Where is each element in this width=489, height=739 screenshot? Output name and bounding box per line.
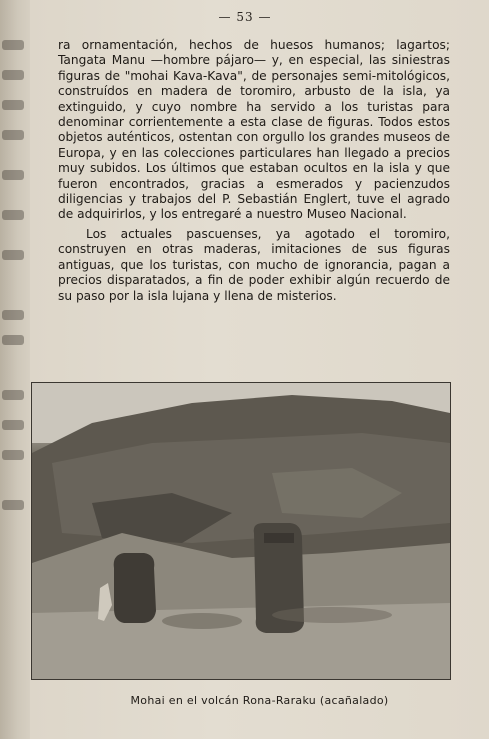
facing-page-text-fragment [2, 250, 24, 260]
ground-shadow [272, 607, 392, 623]
facing-page-text-fragment [2, 40, 24, 50]
photo-caption: Mohai en el volcán Rona-Raraku (acañalado) [130, 694, 389, 707]
page-number: — 53 — [218, 10, 272, 24]
facing-page-text-fragment [2, 70, 24, 80]
moai-brow [264, 533, 294, 543]
facing-page-text-fragment [2, 100, 24, 110]
ground-shadow [162, 613, 242, 629]
paragraph-2: Los actuales pascuenses, ya agotado el toromiro, construyen en otras maderas, imitaciones de sus figuras antiguas, que los turistas, con mucho de ignorancia, pagan a precios disparatados, a fin de poder exhibir algún recuerdo de su paso por la isla lujana y llena de misterios. [58, 226, 450, 303]
facing-page-text-fragment [2, 500, 24, 510]
photo-illustration [32, 383, 450, 679]
facing-page-text-fragment [2, 390, 24, 400]
facing-page-text-fragment [2, 450, 24, 460]
facing-page-text-fragment [2, 310, 24, 320]
moai-statue-left [114, 553, 156, 623]
body-text [58, 38, 450, 304]
book-page [30, 0, 489, 739]
facing-page-text-fragment [2, 335, 24, 345]
photo-moai-volcano [31, 382, 451, 680]
facing-page-text-fragment [2, 210, 24, 220]
facing-page-text-fragment [2, 170, 24, 180]
facing-page-text-fragment [2, 420, 24, 430]
facing-page-text-fragment [2, 130, 24, 140]
facing-page-edge [0, 0, 31, 739]
paragraph-1: ra ornamentación, hechos de huesos humanos; lagartos; Tangata Manu —hombre pájaro— y, en especial, las siniestras figuras de "mohai Kava-Kava", de personajes semi-mitológicos, construídos en madera de toromiro, arbusto de la isla, ya extinguido, y cuyo nombre ha servido a los turistas para denominar corrientemente a esta clase de figuras. Todos estos objetos auténticos, ostentan con orgullo los grandes museos de Europa, y en las colecciones particulares han llegado a precios muy subidos. Los últimos que estaban ocultos en la isla y que fueron encontrados, gracias a esmerados y pacienzudos diligencias y trabajos del P. Sebastián Englert, tuve el agrado de adquirirlos, y los entregaré a nuestro Museo Nacional. [58, 38, 450, 222]
